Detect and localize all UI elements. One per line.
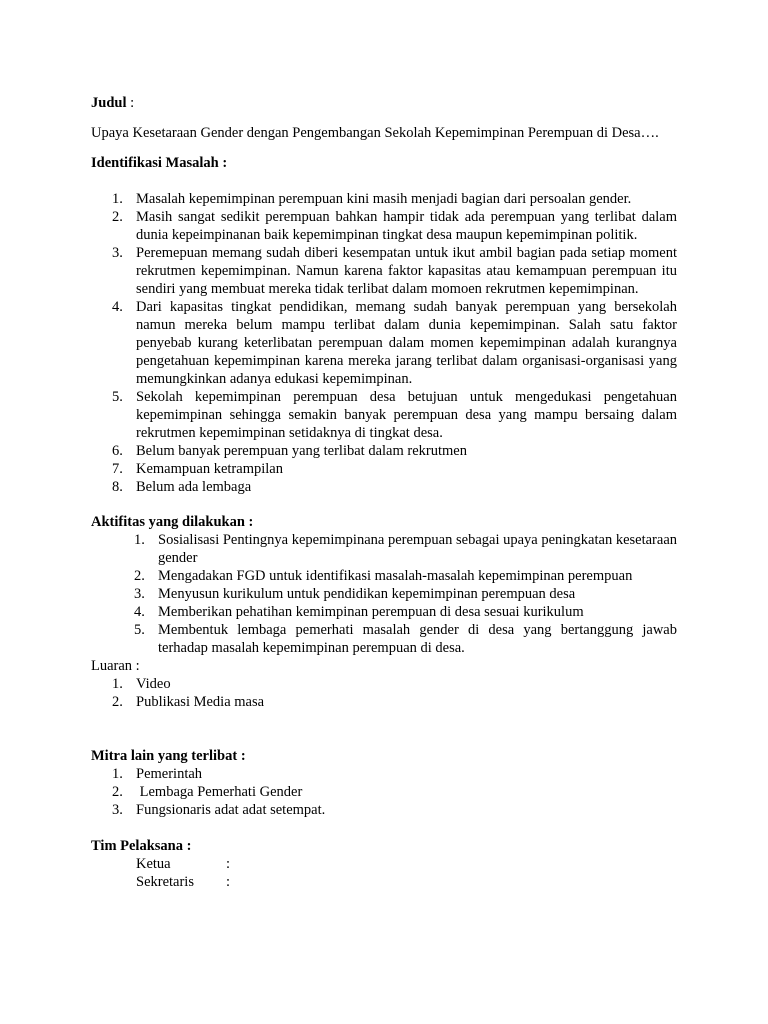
tim-heading: Tim Pelaksana :: [91, 838, 192, 854]
tim-row-sekretaris: [91, 873, 677, 891]
list-number: 2.: [112, 694, 123, 710]
list-number: 1.: [112, 191, 123, 207]
list-item: [91, 765, 677, 783]
list-number: 2.: [112, 209, 123, 225]
list-item: [91, 603, 677, 621]
list-text: Belum banyak perempuan yang terlibat dalam rekrutmen: [136, 443, 467, 459]
judul-colon: :: [130, 95, 135, 111]
tim-label: Sekretaris: [136, 874, 194, 890]
list-text: Sosialisasi Pentingnya kepemimpinana perempuan sebagai upaya peningkatan kesetaraan gender: [158, 532, 678, 566]
tim-row-ketua: [91, 855, 677, 873]
list-item: [91, 621, 677, 657]
tim-colon: :: [226, 856, 231, 872]
list-text: Lembaga Pemerhati Gender: [136, 784, 303, 800]
list-text: Sekolah kepemimpinan perempuan desa betujuan untuk mengedukasi pengetahuan kepemimpinan sehingga semakin banyak perempuan desa yang mampu bersaing dalam rekrutmen kepemimpinan setidaknya di tingkat desa.: [136, 389, 677, 441]
list-item: [91, 388, 677, 442]
list-number: 3.: [134, 586, 145, 602]
judul-text: Upaya Kesetaraan Gender dengan Pengembangan Sekolah Kepemimpinan Perempuan di Desa….: [91, 125, 659, 141]
list-text: Kemampuan ketrampilan: [136, 461, 283, 477]
list-text: Video: [136, 676, 171, 692]
mitra-list: [91, 765, 677, 819]
list-text: Fungsionaris adat adat setempat.: [136, 802, 326, 818]
list-item: [91, 190, 677, 208]
list-number: 3.: [112, 802, 123, 818]
list-item: [91, 208, 677, 244]
list-text: Masalah kepemimpinan perempuan kini masih menjadi bagian dari persoalan gender.: [136, 191, 632, 207]
list-item: [91, 693, 677, 711]
identifikasi-heading: Identifikasi Masalah :: [91, 155, 228, 171]
list-number: 4.: [112, 299, 123, 315]
tim-label: Ketua: [136, 856, 171, 872]
list-number: 6.: [112, 443, 123, 459]
luaran-heading: Luaran :: [91, 658, 140, 674]
aktifitas-heading: Aktifitas yang dilakukan :: [91, 514, 254, 530]
list-item: [91, 460, 677, 478]
list-number: 5.: [134, 622, 145, 638]
luaran-list: [91, 675, 677, 711]
list-text: Pemerintah: [136, 766, 203, 782]
list-number: 1.: [134, 532, 145, 548]
list-item: [91, 801, 677, 819]
list-text: Publikasi Media masa: [136, 694, 265, 710]
list-number: 7.: [112, 461, 123, 477]
list-item: [91, 783, 677, 801]
list-number: 8.: [112, 479, 123, 495]
list-number: 1.: [112, 766, 123, 782]
list-text: Memberikan pehatihan kemimpinan perempuan di desa sesuai kurikulum: [158, 604, 584, 620]
aktifitas-list: [91, 531, 677, 657]
list-number: 5.: [112, 389, 123, 405]
list-text: Peremepuan memang sudah diberi kesempatan untuk ikut ambil bagian pada setiap moment rekrutmen kepemimpinan. Namun karena faktor kapasitas atau kemampuan perempuan itu sendiri yang membuat mereka tidak terlibat dalam momoen rekrutmen kepemimpinan.: [136, 245, 677, 297]
list-text: Menyusun kurikulum untuk pendidikan kepemimpinan perempuan desa: [158, 586, 576, 602]
list-text: Mengadakan FGD untuk identifikasi masalah-masalah kepemimpinan perempuan: [158, 568, 633, 584]
list-text: Masih sangat sedikit perempuan bahkan hampir tidak ada perempuan yang terlibat dalam dunia kepeimpinanan baik kepemimpinan tingkat desa maupun kepemimpinan politik.: [136, 209, 677, 243]
list-item: [91, 478, 677, 496]
tim-colon: :: [226, 874, 231, 890]
list-number: 1.: [112, 676, 123, 692]
list-item: [91, 442, 677, 460]
list-text: Belum ada lembaga: [136, 479, 252, 495]
identifikasi-list: [91, 190, 677, 496]
list-text: Dari kapasitas tingkat pendidikan, memang sudah banyak perempuan yang bersekolah namun mereka belum mampu terlibat dalam dunia kepemimpinan. Salah satu faktor penyebab kurang keterlibatan perempuan dalam momen kepemimpinan adalah kurangnya pengetahuan kepemimpinan karena mereka jarang terlibat dalam organisasi-organisasi yang memungkinkan adanya edukasi kepemimpinan.: [136, 299, 677, 387]
list-number: 2.: [134, 568, 145, 584]
list-item: [91, 567, 677, 585]
list-text: Membentuk lembaga pemerhati masalah gender di desa yang bertanggung jawab terhadap masalah kepemimpinan perempuan di desa.: [158, 622, 677, 656]
list-item: [91, 585, 677, 603]
mitra-heading: Mitra lain yang terlibat :: [91, 748, 246, 764]
document-page: [91, 94, 677, 891]
list-number: 4.: [134, 604, 145, 620]
list-item: [91, 298, 677, 388]
judul-label: Judul: [91, 95, 127, 111]
list-number: 3.: [112, 245, 123, 261]
list-item: [91, 675, 677, 693]
list-number: 2.: [112, 784, 123, 800]
list-item: [91, 244, 677, 298]
list-item: [91, 531, 677, 567]
judul-row: [91, 94, 677, 112]
